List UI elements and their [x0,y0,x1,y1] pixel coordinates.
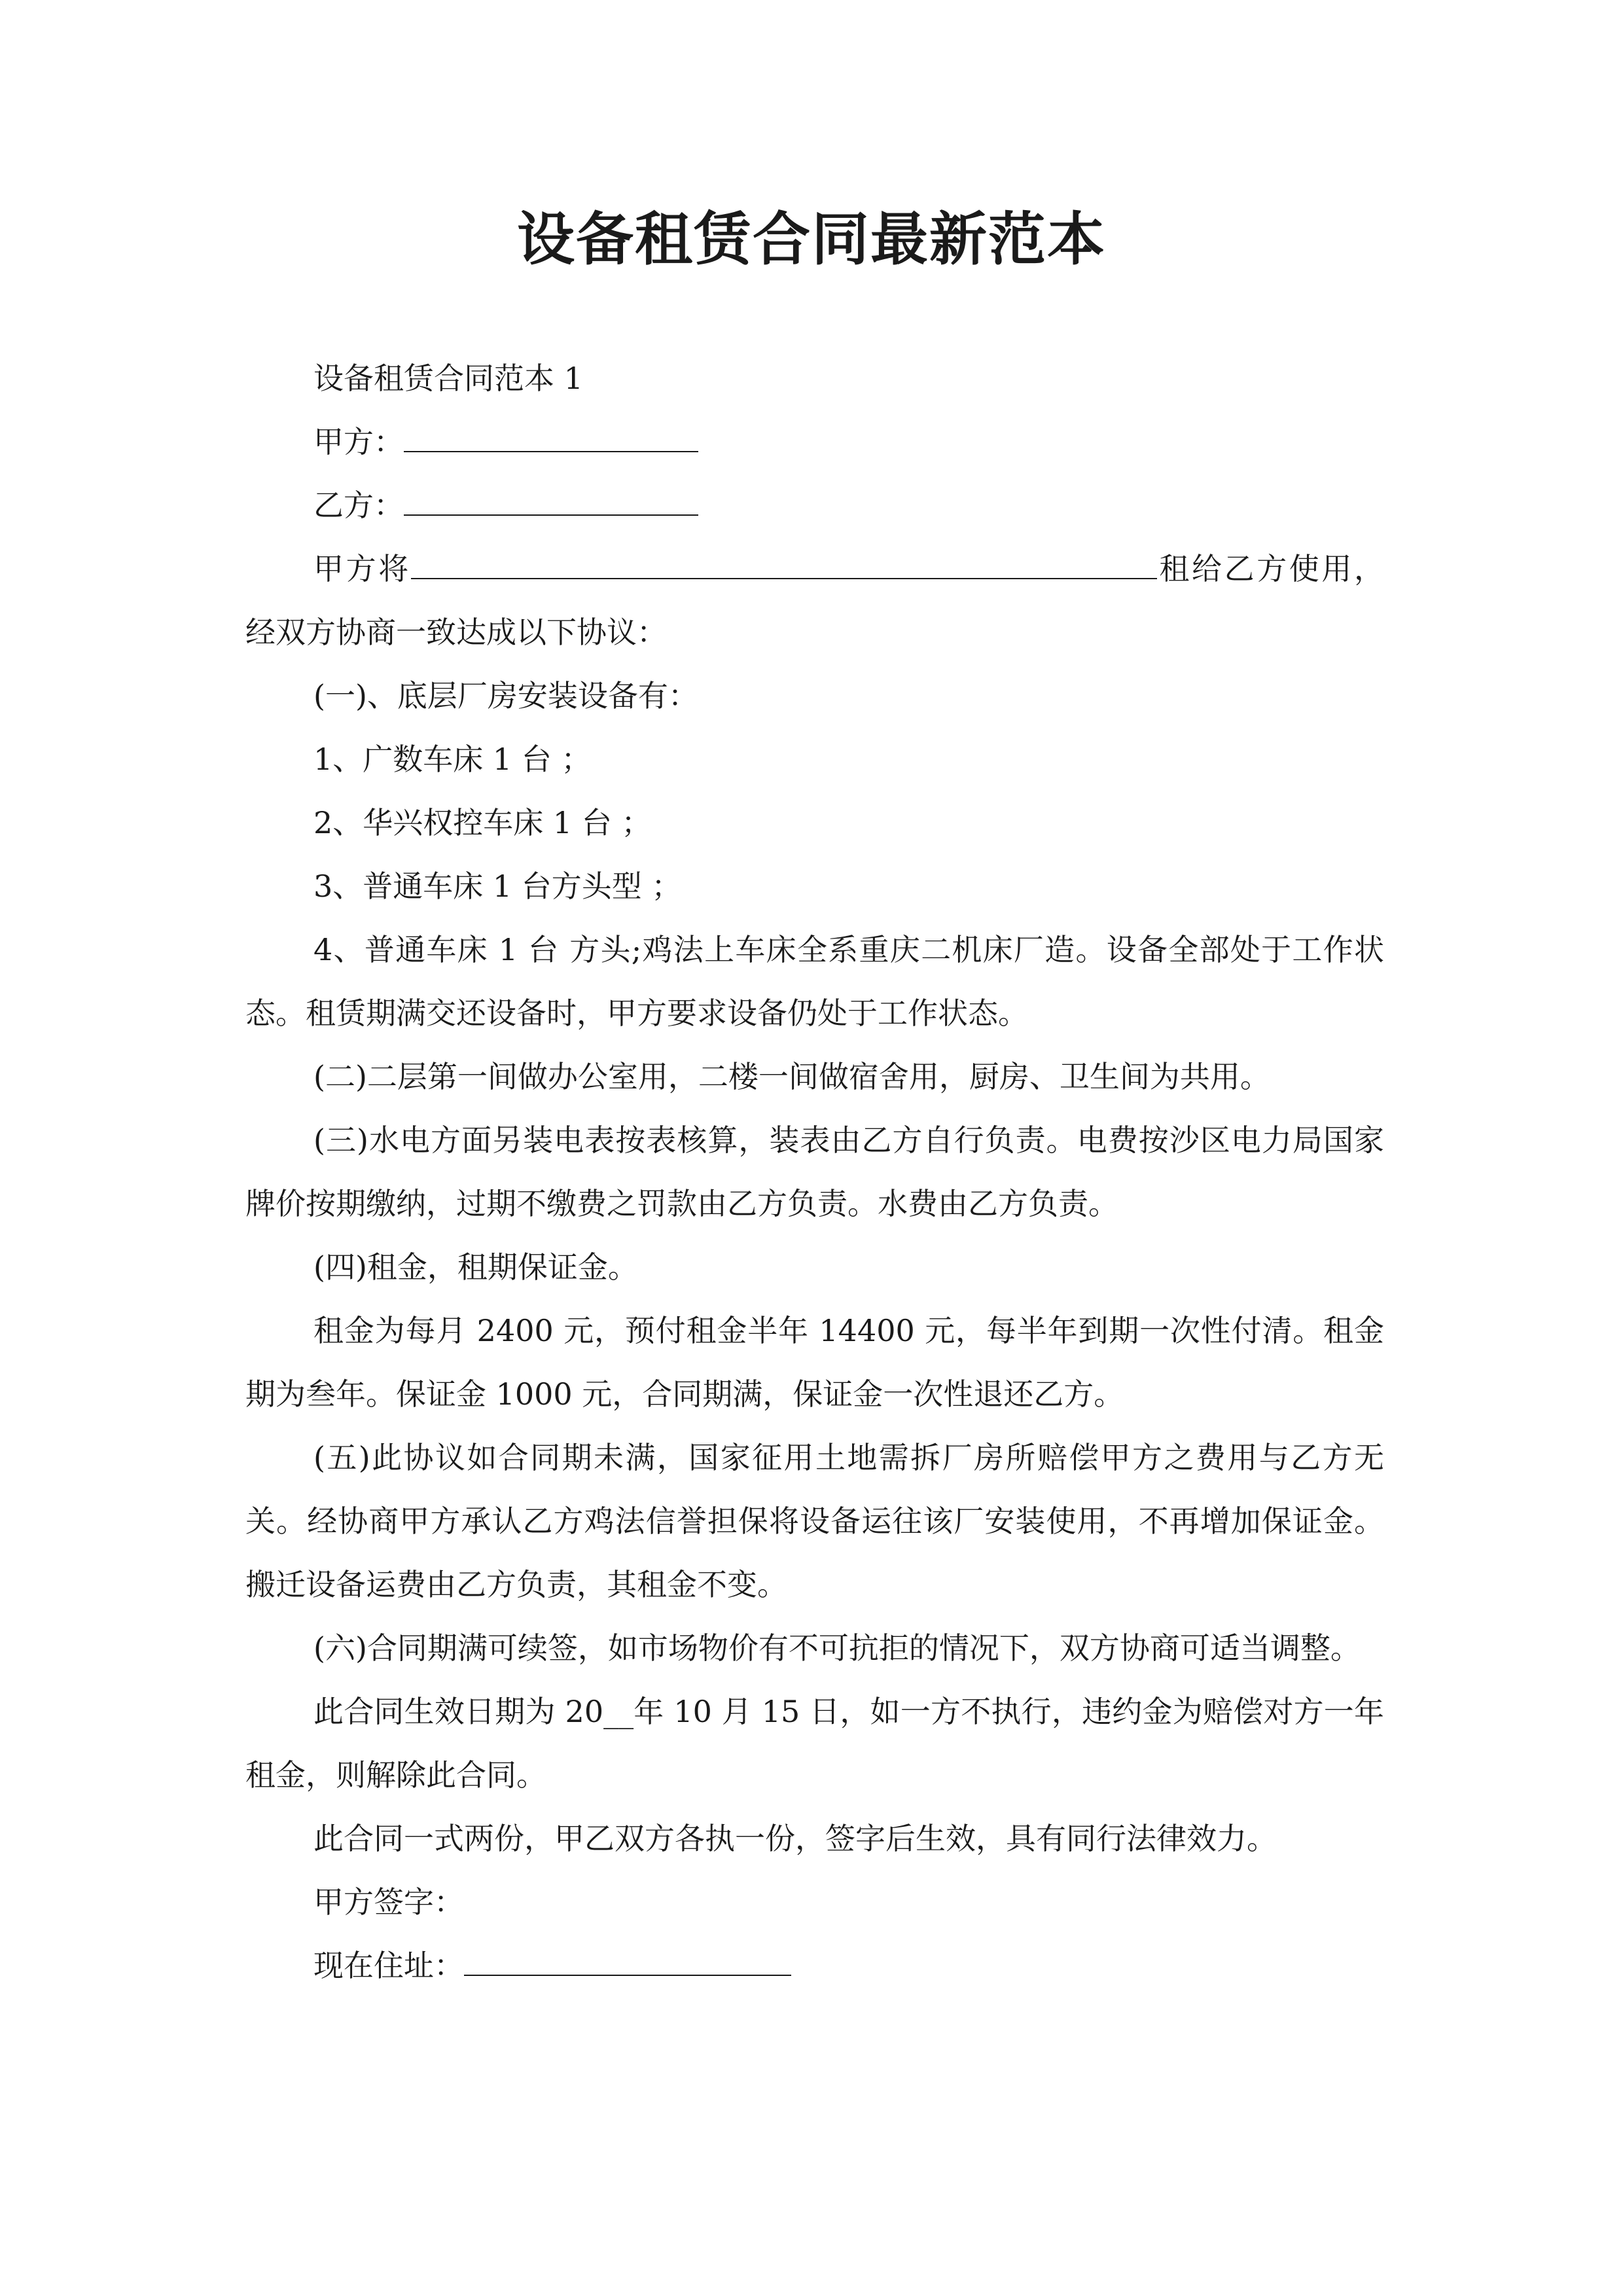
section-6-paragraph: (六)合同期满可续签，如市场物价有不可抗拒的情况下，双方协商可适当调整。 [313,1630,1361,1666]
copies-paragraph: 此合同一式两份，甲乙双方各执一份，签字后生效，具有同行法律效力。 [313,1821,1277,1856]
section-4-paragraph: 租金为每月 2400 元，预付租金半年 14400 元，每半年到期一次性付清。租金期为叁年。保证金 1000 元，合同期满，保证金一次性退还乙方。 [245,1313,1384,1412]
party-b-blank [404,475,698,516]
document-title: 设备租赁合同最新范本 [516,205,1106,273]
leased-property-blank [411,539,1157,579]
section-5-paragraph: (五)此协议如合同期未满，国家征用土地需拆厂房所赔偿甲方之费用与乙方无关。经协商甲方承认乙方鸡法信誉担保将设备运往该厂安装使用，不再增加保证金。搬迁设备运费由乙方负责，其租金不变。 [245,1440,1384,1602]
contract-subtitle: 设备租赁合同范本 1 [313,361,583,396]
equipment-item-1: 1、广数车床 1 台 ； [313,742,592,777]
party-a-signature-line: 甲方签字： [313,1884,464,1920]
party-a-label: 甲方： [313,424,404,459]
section-4-heading: (四)租金，租期保证金。 [313,1249,638,1285]
current-address-blank [464,1935,791,1976]
document-body [245,347,1384,1998]
current-address-line [245,1934,1384,1998]
section-3-paragraph: (三)水电方面另装电表按表核算，装表由乙方自行负责。电费按沙区电力局国家牌价按期缴纳，过期不缴费之罚款由乙方负责。水费由乙方负责。 [245,1122,1384,1221]
lease-intro-paragraph [245,537,1384,664]
party-b-line [245,474,1384,537]
party-b-label: 乙方： [313,488,404,523]
current-address-label: 现在住址： [313,1948,464,1983]
section-2-paragraph: (二)二层第一间做办公室用，二楼一间做宿舍用，厨房、卫生间为共用。 [313,1059,1270,1094]
lease-intro-end: 租给乙方使用，经双方协商一致达成以下协议： [245,551,1385,650]
equipment-item-3: 3、普通车床 1 台方头型 ； [313,869,682,904]
party-a-line [245,410,1384,474]
equipment-item-4: 4、普通车床 1 台 方头;鸡法上车床全系重庆二机床厂造。设备全部处于工作状态。租赁期满交还设备时，甲方要求设备仍处于工作状态。 [245,932,1384,1031]
section-1-heading: (一)、底层厂房安装设备有： [313,678,698,713]
equipment-item-2: 2、华兴权控车床 1 台 ； [313,805,652,840]
party-a-blank [404,412,698,452]
effective-date-paragraph: 此合同生效日期为 20__年 10 月 15 日，如一方不执行，违约金为赔偿对方一年租金，则解除此合同。 [245,1694,1384,1793]
lease-intro-start: 甲方将 [313,551,411,586]
